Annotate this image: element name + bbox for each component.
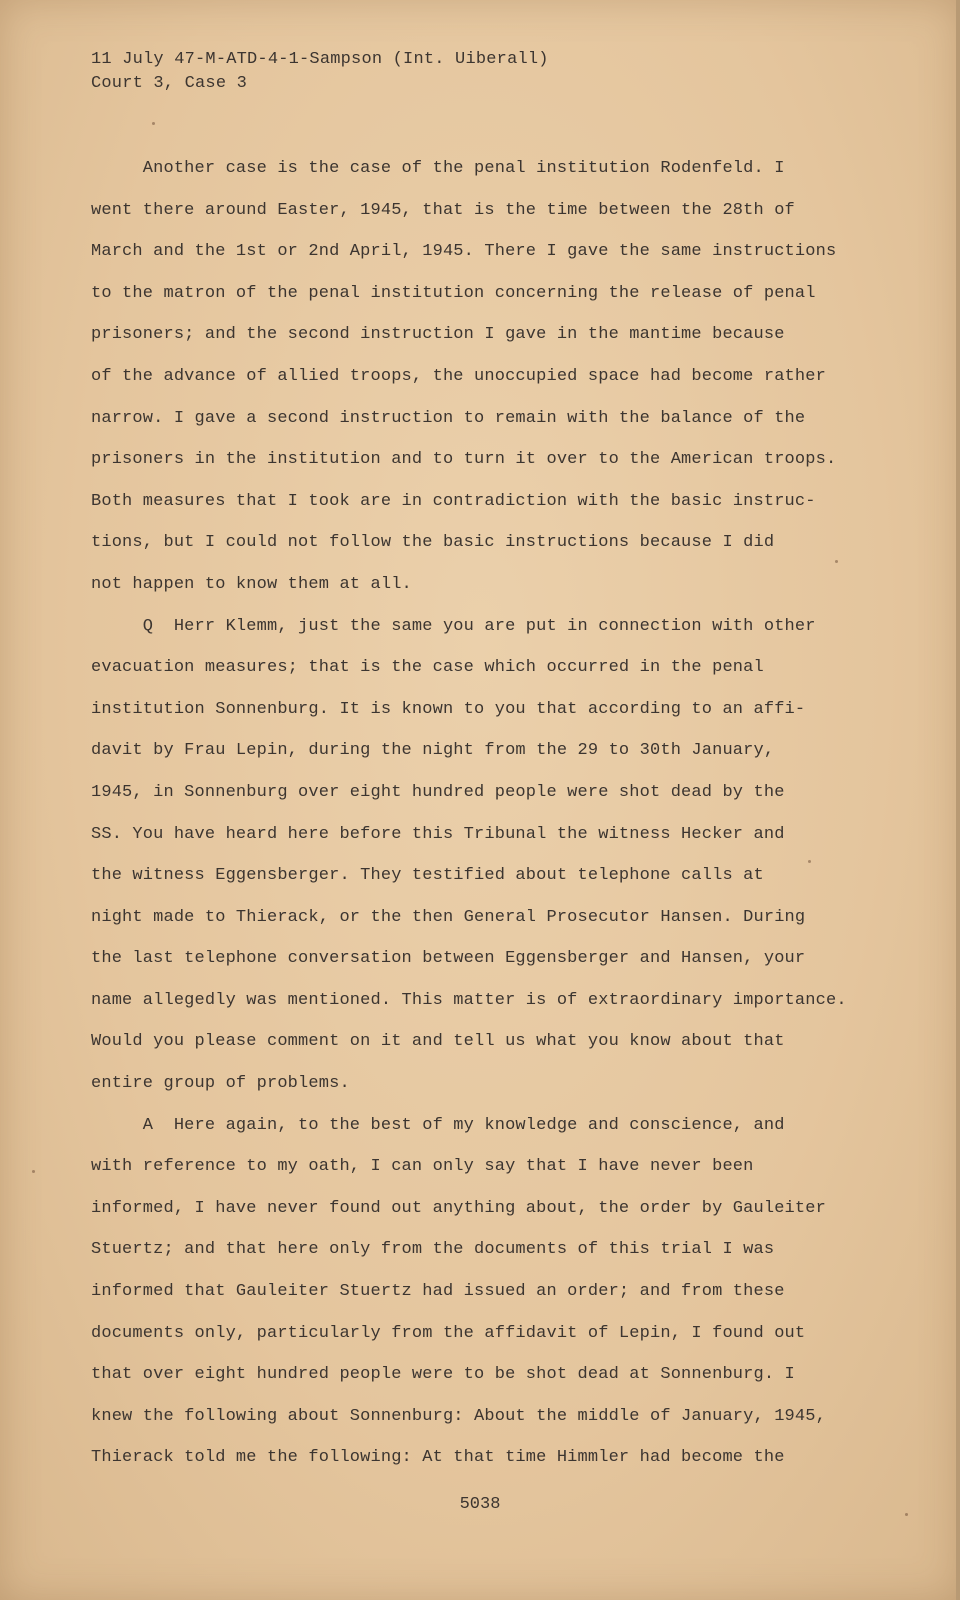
transcript-line: prisoners in the institution and to turn it over to the American troops. xyxy=(91,450,837,470)
transcript-line: to the matron of the penal institution concerning the release of penal xyxy=(91,283,816,303)
transcript-line: Stuertz; and that here only from the documents of this trial I was xyxy=(91,1240,775,1260)
transcript-line: that over eight hundred people were to be shot dead at Sonnenburg. I xyxy=(91,1365,795,1385)
document-header xyxy=(91,48,549,96)
transcript-line: the last telephone conversation between Eggensberger and Hansen, your xyxy=(91,949,806,969)
page-number: 5038 xyxy=(459,1495,501,1514)
transcript-line: went there around Easter, 1945, that is the time between the 28th of xyxy=(91,200,795,220)
transcript-line: of the advance of allied troops, the unoccupied space had become rather xyxy=(91,366,826,386)
page-edge xyxy=(956,0,960,1600)
paper-speck xyxy=(835,560,838,563)
transcript-line: with reference to my oath, I can only say that I have never been xyxy=(91,1157,754,1177)
transcript-line: documents only, particularly from the affidavit of Lepin, I found out xyxy=(91,1323,806,1343)
transcript-line: davit by Frau Lepin, during the night from the 29 to 30th January, xyxy=(91,741,775,761)
paper-speck xyxy=(808,860,811,863)
transcript-line: the witness Eggensberger. They testified about telephone calls at xyxy=(91,866,764,886)
transcript-line: Thierack told me the following: At that time Himmler had become the xyxy=(91,1448,785,1468)
transcript-line: entire group of problems. xyxy=(91,1074,350,1094)
transcript-line: institution Sonnenburg. It is known to you that according to an affi- xyxy=(91,699,806,719)
header-court-line: Court 3, Case 3 xyxy=(91,74,248,93)
transcript-line: 1945, in Sonnenburg over eight hundred people were shot dead by the xyxy=(91,782,785,802)
transcript-line: prisoners; and the second instruction I gave in the mantime because xyxy=(91,325,785,345)
transcript-line: A Here again, to the best of my knowledge and conscience, and xyxy=(91,1115,785,1135)
transcript-line: not happen to know them at all. xyxy=(91,574,412,594)
paper-speck xyxy=(905,1513,908,1516)
transcript-line: Would you please comment on it and tell us what you know about that xyxy=(91,1032,785,1052)
transcript-line: SS. You have heard here before this Tribunal the witness Hecker and xyxy=(91,824,785,844)
paper-speck xyxy=(32,1170,35,1173)
transcript-line: evacuation measures; that is the case which occurred in the penal xyxy=(91,658,764,678)
transcript-line: Another case is the case of the penal institution Rodenfeld. I xyxy=(91,159,785,178)
header-reference-line: 11 July 47-M-ATD-4-1-Sampson (Int. Uiberall) xyxy=(91,50,549,69)
transcript-line: informed, I have never found out anything about, the order by Gauleiter xyxy=(91,1198,826,1218)
transcript-line: night made to Thierack, or the then General Prosecutor Hansen. During xyxy=(91,907,806,927)
transcript-line: informed that Gauleiter Stuertz had issued an order; and from these xyxy=(91,1282,785,1302)
transcript-line: name allegedly was mentioned. This matter is of extraordinary importance. xyxy=(91,990,847,1010)
transcript-body xyxy=(91,148,851,1479)
transcript-line: narrow. I gave a second instruction to remain with the balance of the xyxy=(91,408,806,428)
paper-speck xyxy=(152,122,155,125)
transcript-line: Q Herr Klemm, just the same you are put in connection with other xyxy=(91,616,816,636)
transcript-line: March and the 1st or 2nd April, 1945. There I gave the same instructions xyxy=(91,242,837,262)
transcript-line: tions, but I could not follow the basic instructions because I did xyxy=(91,533,775,553)
transcript-line: knew the following about Sonnenburg: About the middle of January, 1945, xyxy=(91,1406,826,1426)
transcript-line: Both measures that I took are in contradiction with the basic instruc- xyxy=(91,491,816,511)
